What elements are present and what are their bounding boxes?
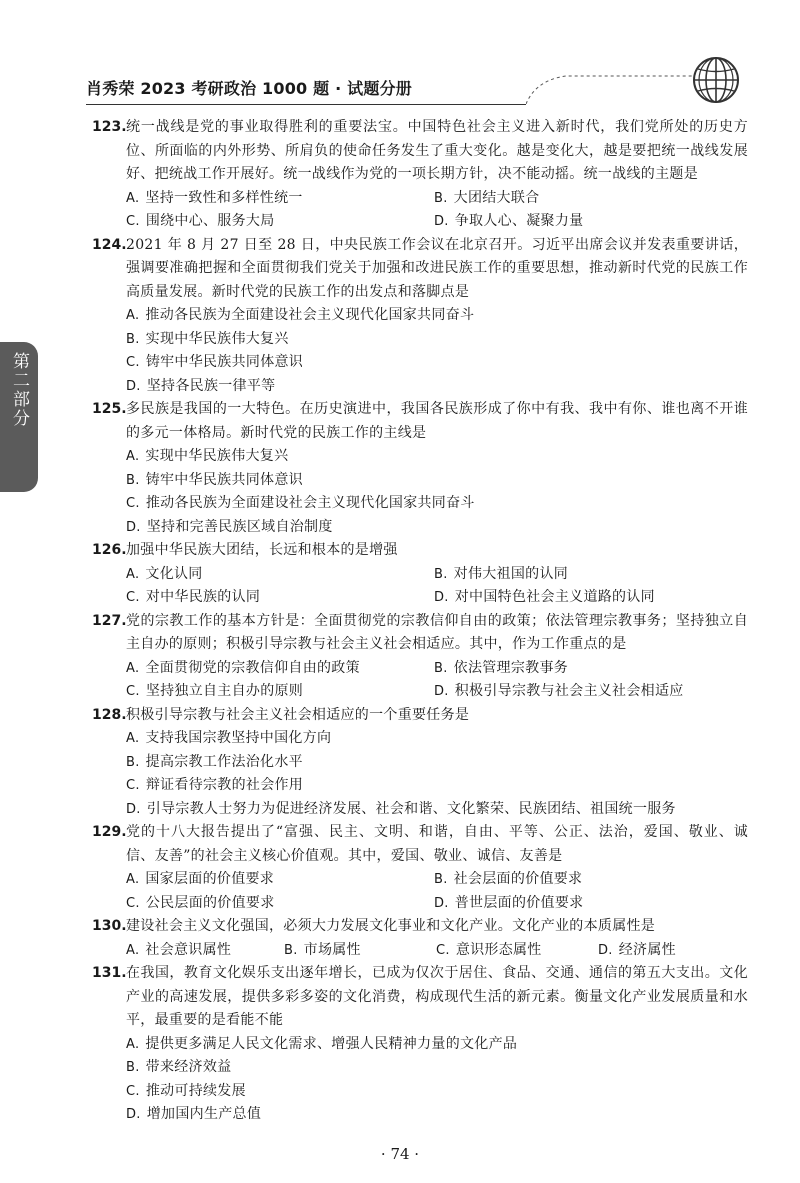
question-124 — [92, 234, 748, 399]
question-stem: 在我国，教育文化娱乐支出逐年增长，已成为仅次于居住、食品、交通、通信的第五大支出。文化产业的高速发展，提供多彩多姿的文化消费，构成现代生活的新元素。衡量文化产业发展质量和水平，最重要的是看能不能 — [126, 965, 748, 1028]
question-131 — [92, 962, 748, 1127]
option-b: B. 大团结大联合 — [434, 189, 540, 206]
question-stem: 2021 年 8 月 27 日至 28 日，中央民族工作会议在北京召开。习近平出席会议并发表重要讲话，强调要准确把握和全面贯彻我们党关于加强和改进民族工作的重要思想，推动新时代党的民族工作高质量发展。新时代党的民族工作的出发点和落脚点是 — [126, 236, 748, 300]
option-c: C. 意识形态属性 — [436, 941, 542, 958]
option-d: D. 对中国特色社会主义道路的认同 — [434, 589, 655, 605]
options — [126, 657, 748, 704]
option-c: C. 推动可持续发展 — [126, 1082, 246, 1099]
question-number: 130. — [92, 918, 127, 934]
option-a: A. 推动各民族为全面建设社会主义现代化国家共同奋斗 — [126, 307, 475, 323]
options — [126, 939, 748, 963]
option-a: A. 国家层面的价值要求 — [126, 871, 275, 887]
option-c: C. 公民层面的价值要求 — [126, 894, 275, 911]
option-b: B. 市场属性 — [284, 941, 361, 958]
question-number: 128. — [92, 706, 127, 723]
option-c: C. 围绕中心、服务大局 — [126, 213, 275, 229]
options — [126, 304, 748, 398]
header-dashed-curve — [526, 70, 706, 104]
option-a: A. 实现中华民族伟大复兴 — [126, 448, 289, 464]
option-c: C. 推动各民族为全面建设社会主义现代化国家共同奋斗 — [126, 495, 475, 511]
question-stem: 党的宗教工作的基本方针是：全面贯彻党的宗教信仰自由的政策；依法管理宗教事务；坚持独立自主自办的原则；积极引导宗教与社会主义社会相适应。其中，作为工作重点的是 — [126, 612, 748, 652]
option-d: D. 积极引导宗教与社会主义社会相适应 — [434, 683, 684, 699]
option-b: B. 实现中华民族伟大复兴 — [126, 330, 289, 347]
question-127 — [92, 610, 748, 704]
option-c: C. 对中华民族的认同 — [126, 589, 261, 605]
option-a: A. 全面贯彻党的宗教信仰自由的政策 — [126, 659, 360, 676]
question-number: 127. — [92, 612, 127, 629]
option-b: B. 提高宗教工作法治化水平 — [126, 753, 303, 770]
question-126 — [92, 539, 748, 610]
option-d: D. 争取人心、凝聚力量 — [434, 213, 584, 229]
option-c: C. 辩证看待宗教的社会作用 — [126, 777, 304, 793]
question-123 — [92, 116, 748, 234]
option-d: D. 引导宗教人士努力为促进经济发展、社会和谐、文化繁荣、民族团结、祖国统一服务 — [126, 800, 676, 817]
question-130 — [92, 915, 748, 962]
option-a: A. 社会意识属性 — [126, 941, 232, 958]
option-d: D. 坚持各民族一律平等 — [126, 377, 276, 394]
options — [126, 868, 748, 915]
option-d: D. 坚持和完善民族区域自治制度 — [126, 518, 333, 535]
options — [126, 727, 748, 821]
option-a: A. 文化认同 — [126, 565, 203, 582]
question-128 — [92, 704, 748, 822]
option-b: B. 依法管理宗教事务 — [434, 659, 569, 676]
options — [126, 187, 748, 234]
option-a: A. 提供更多满足人民文化需求、增强人民精神力量的文化产品 — [126, 1035, 518, 1052]
option-c: C. 坚持独立自主自办的原则 — [126, 683, 304, 699]
question-number: 125. — [92, 401, 127, 417]
options — [126, 563, 748, 610]
option-b: B. 带来经济效益 — [126, 1059, 232, 1075]
section-side-tab-label: 第二部分 — [9, 352, 29, 428]
question-stem: 统一战线是党的事业取得胜利的重要法宝。中国特色社会主义进入新时代，我们党所处的历史方位、所面临的内外形势、所肩负的使命任务发生了重大变化。越是变化大，越是要把统一战线发展好、把统战工作开展好。统一战线作为党的一项长期方针，决不能动摇。统一战线的主题是 — [126, 119, 748, 182]
question-number: 131. — [92, 965, 127, 981]
option-b: B. 社会层面的价值要求 — [434, 871, 583, 887]
option-a: A. 坚持一致性和多样性统一 — [126, 189, 303, 206]
question-number: 123. — [92, 119, 127, 135]
header-rule — [86, 104, 526, 105]
globe-icon — [690, 54, 742, 106]
option-d: D. 普世层面的价值要求 — [434, 894, 584, 911]
option-b: B. 铸牢中华民族共同体意识 — [126, 471, 303, 488]
option-c: C. 铸牢中华民族共同体意识 — [126, 354, 304, 370]
question-stem: 党的十八大报告提出了“富强、民主、文明、和谐，自由、平等、公正、法治，爱国、敬业、诚信、友善”的社会主义核心价值观。其中，爱国、敬业、诚信、友善是 — [126, 824, 748, 864]
question-stem: 积极引导宗教与社会主义社会相适应的一个重要任务是 — [126, 706, 470, 723]
option-b: B. 对伟大祖国的认同 — [434, 565, 569, 582]
question-stem: 多民族是我国的一大特色。在历史演进中，我国各民族形成了你中有我、我中有你、谁也离不开谁的多元一体格局。新时代党的民族工作的主线是 — [126, 401, 748, 441]
question-list — [92, 116, 748, 1127]
option-d: D. 增加国内生产总值 — [126, 1106, 262, 1122]
options — [126, 445, 748, 539]
question-stem: 加强中华民族大团结，长远和根本的是增强 — [126, 542, 398, 558]
question-number: 124. — [92, 236, 127, 253]
question-stem: 建设社会主义文化强国，必须大力发展文化事业和文化产业。文化产业的本质属性是 — [126, 918, 656, 934]
question-129 — [92, 821, 748, 915]
question-125 — [92, 398, 748, 539]
question-number: 129. — [92, 824, 127, 840]
option-d: D. 经济属性 — [598, 941, 676, 958]
question-number: 126. — [92, 542, 127, 558]
running-header-title: 肖秀荣 2023 考研政治 1000 题 · 试题分册 — [86, 79, 412, 98]
page-number: · 74 · — [380, 1145, 420, 1163]
options — [126, 1033, 748, 1127]
option-a: A. 支持我国宗教坚持中国化方向 — [126, 730, 332, 746]
